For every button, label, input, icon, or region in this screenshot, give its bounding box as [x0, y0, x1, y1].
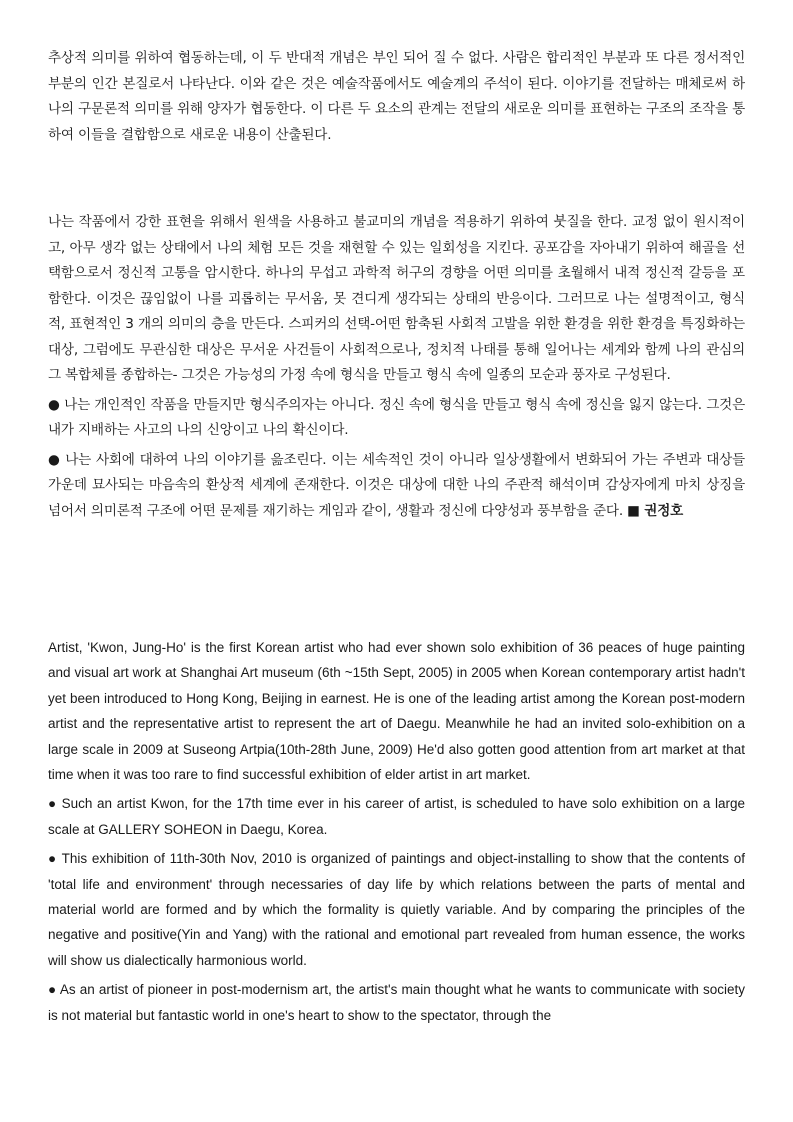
- korean-paragraph-4: [48, 448, 745, 525]
- korean-paragraph-1: 추상적 의미를 위하여 협동하는데, 이 두 반대적 개념은 부인 되어 질 수 없다. 사람은 합리적인 부분과 또 다른 정서적인 부분의 인간 본질로서 나타난다. 이와 같은 것은 예술작품에서도 예술계의 주석이 된다. 이야기를 전달하는 매체로써 하나의 구문론적 의미를 위해 양자가 협동한다. 이 다른 두 요소의 관계는 전달의 새로운 의미를 표현하는 구조의 조작을 통하여 이들을 결합함으로 새로운 내용이 산출된다.: [48, 50, 745, 143]
- korean-statement-block: [48, 210, 745, 524]
- korean-paragraph-3: ● 나는 개인적인 작품을 만들지만 형식주의자는 아니다. 정신 속에 형식을 만들고 형식 속에 정신을 잃지 않는다. 그것은 내가 지배하는 사고의 나의 신앙이고 나의 확신이다.: [48, 396, 745, 438]
- korean-paragraph-4-text: ● 나는 사회에 대하여 나의 이야기를 읊조린다. 이는 세속적인 것이 아니라 일상생활에서 변화되어 가는 주변과 대상들 가운데 묘사되는 마음속의 환상적 세계에 존재한다. 이것은 대상에 대한 나의 주관적 해석이며 감상자에게 마치 상징을 넘어서 의미론적 구조에 어떤 문제를 재기하는 게임과 같이, 생활과 정신에 다양성과 풍부함을 준다.: [48, 451, 745, 519]
- square-mark-icon: ■: [627, 502, 640, 519]
- english-paragraph-3: ● This exhibition of 11th-30th Nov, 2010 is organized of paintings and object-installing to show that the contents of 'total life and environment' through necessaries of day life by which relations between the parts of mental and material world are formed and by which the formality is quietly variable. And by comparing the principles of the negative and positive(Yin and Yang) with the rational and emotional part revealed from human essence, the works will show us dialectically harmonious world.: [48, 851, 745, 968]
- english-paragraph-2: ● Such an artist Kwon, for the 17th time ever in his career of artist, is scheduled to have solo exhibition on a large scale at GALLERY SOHEON in Daegu, Korea.: [48, 796, 745, 837]
- author-name: 권정호: [644, 502, 684, 519]
- author-signature: [627, 503, 683, 519]
- english-paragraph-4: ● As an artist of pioneer in post-modernism art, the artist's main thought what he wants to communicate with society is not material but fantastic world in one's heart to show to the spectator, through the: [48, 982, 745, 1023]
- korean-intro-block: [48, 46, 745, 148]
- english-paragraph-1: Artist, 'Kwon, Jung-Ho' is the first Korean artist who had ever shown solo exhibition of 36 peaces of huge painting and visual art work at Shanghai Art museum (6th ~15th Sept, 2005) in 2005 when Korean contemporary artist hadn't yet been introduced to Hong Kong, Beijing in earnest. He is one of the leading artist among the Korean post-modern artist and the representative artist to represent the art of Daegu. Meanwhile he had an invited solo-exhibition on a large scale in 2009 at Suseong Artpia(10th-28th June, 2009) He'd also gotten good attention from art market at that time when it was too rare to find successful exhibition of elder artist in art market.: [48, 640, 745, 783]
- english-block: [48, 635, 745, 1028]
- korean-paragraph-2: 나는 작품에서 강한 표현을 위해서 원색을 사용하고 불교미의 개념을 적용하기 위하여 붓질을 한다. 교정 없이 원시적이고, 아무 생각 없는 상태에서 나의 체험 모든 것을 재현할 수 있는 일회성을 지킨다. 공포감을 자아내기 위하여 해골을 선택함으로서 정신적 고통을 암시한다. 하나의 무섭고 과학적 허구의 경향을 어떤 의미를 초월해서 내적 정신적 갈등을 포함한다. 이것은 끊임없이 나를 괴롭히는 무서움, 못 견디게 생각되는 상태의 반응이다. 그러므로 나는 설명적이고, 형식적, 표현적인 3 개의 의미의 층을 만든다. 스피커의 선택-어떤 함축된 사회적 고발을 위한 환경을 위한 환경을 특징화하는 대상, 그럼에도 무관심한 대상은 무서운 사건들이 사회적으로나, 정치적 나태를 통해 일어나는 세계와 함께 나의 관심의 그 복합체를 종합하는- 그것은 가능성의 가정 속에 형식을 만들고 형식 속에 일종의 모순과 풍자로 구성된다.: [48, 214, 745, 383]
